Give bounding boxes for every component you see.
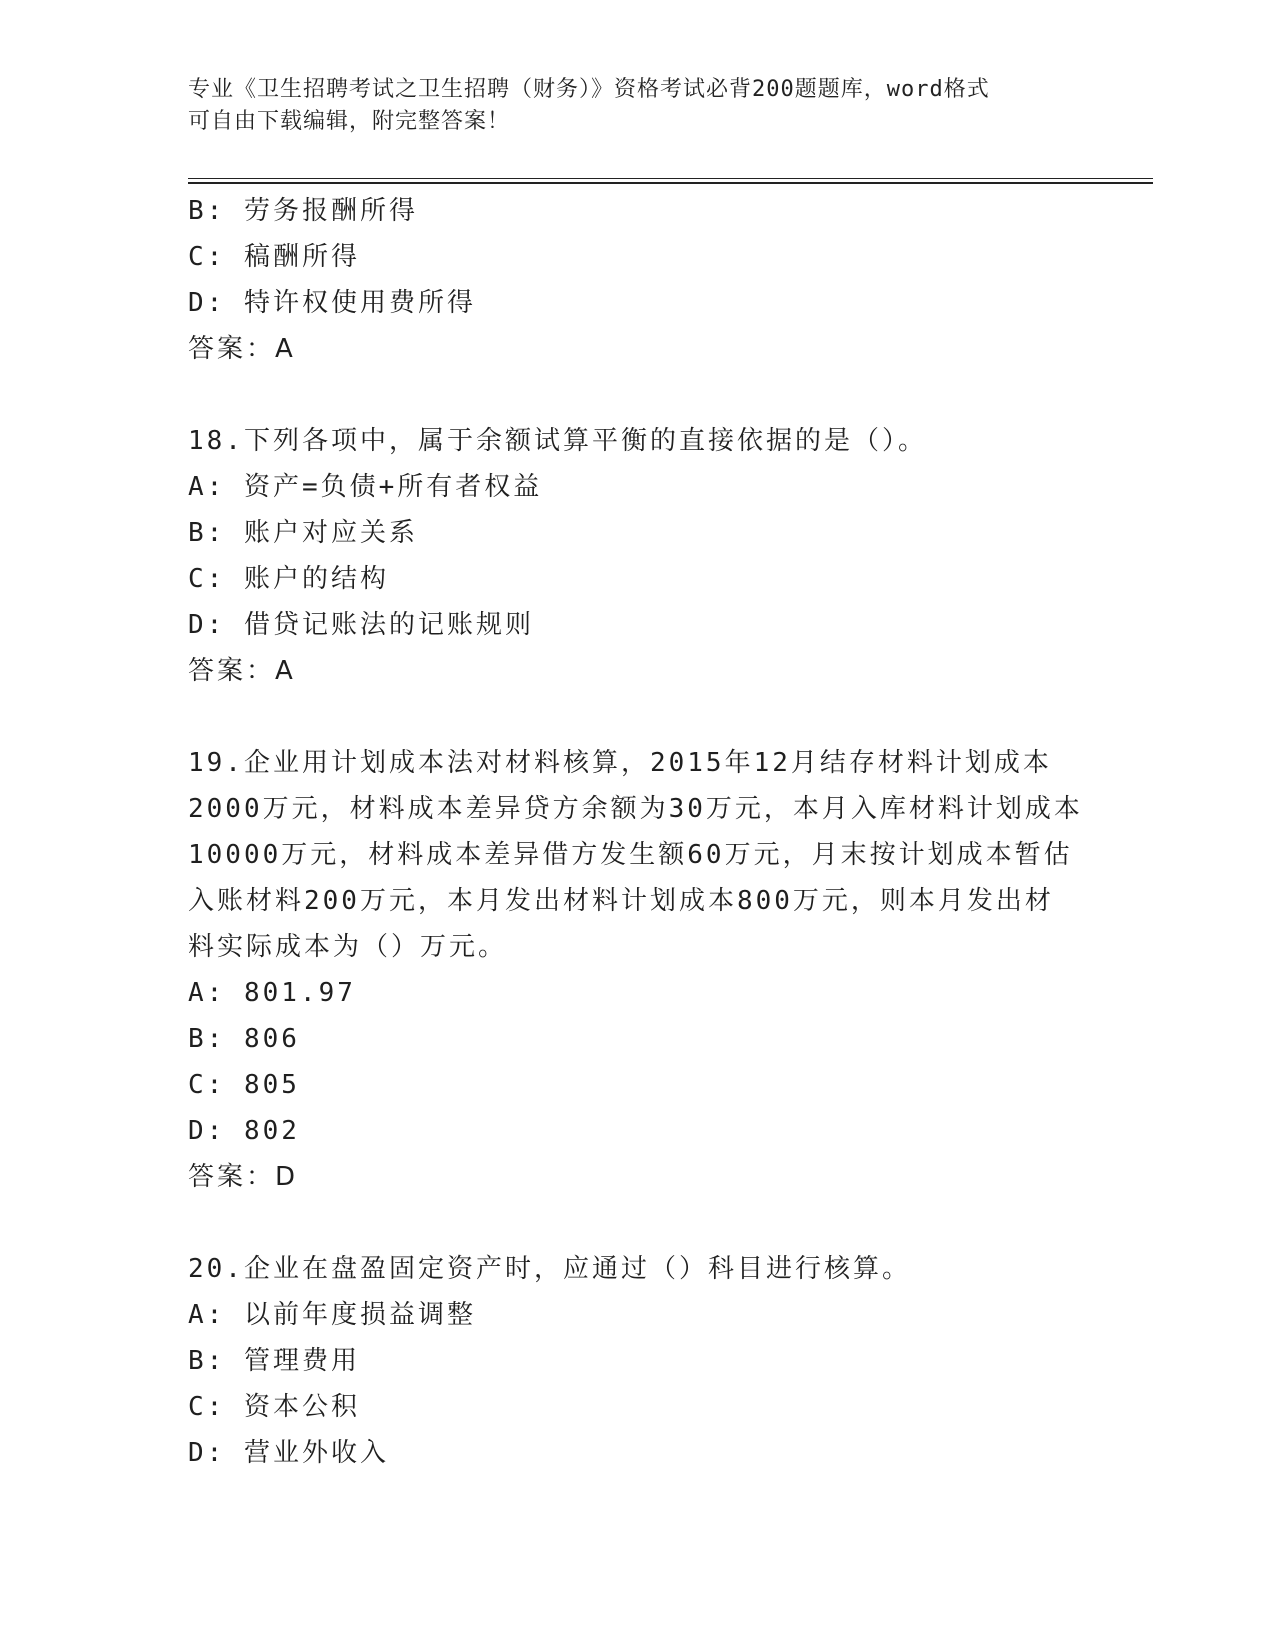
question-18 bbox=[188, 418, 1088, 694]
option-c: C: 稿酬所得 bbox=[188, 242, 360, 272]
question-stem-line-2: 2000万元，材料成本差异贷方余额为30万元，本月入库材料计划成本 bbox=[188, 794, 1083, 824]
option-d: D: 特许权使用费所得 bbox=[188, 288, 476, 318]
option-c: C: 账户的结构 bbox=[188, 564, 389, 594]
option-d: D: 802 bbox=[188, 1116, 300, 1146]
question-stem-line-3: 10000万元，材料成本差异借方发生额60万元，月末按计划成本暂估 bbox=[188, 840, 1073, 870]
question-19 bbox=[188, 740, 1088, 1200]
option-a: A: 资产=负债+所有者权益 bbox=[188, 472, 543, 502]
document-body bbox=[188, 188, 1088, 1476]
spacer bbox=[188, 694, 1088, 740]
option-b: B: 劳务报酬所得 bbox=[188, 196, 418, 226]
answer-line: 答案：A bbox=[188, 656, 296, 686]
option-b: B: 账户对应关系 bbox=[188, 518, 418, 548]
answer-line: 答案：A bbox=[188, 334, 296, 364]
header-title-line-1: 专业《卫生招聘考试之卫生招聘（财务）》资格考试必背200题题库，word格式 bbox=[188, 77, 990, 102]
header-divider-thick bbox=[188, 182, 1153, 184]
question-stem-line-4: 入账材料200万元，本月发出材料计划成本800万元，则本月发出材 bbox=[188, 886, 1054, 916]
option-c: C: 资本公积 bbox=[188, 1392, 360, 1422]
option-d: D: 借贷记账法的记账规则 bbox=[188, 610, 534, 640]
option-c: C: 805 bbox=[188, 1070, 300, 1100]
option-a: A: 801.97 bbox=[188, 978, 356, 1008]
spacer bbox=[188, 372, 1088, 418]
spacer bbox=[188, 1200, 1088, 1246]
option-d: D: 营业外收入 bbox=[188, 1438, 389, 1468]
question-stem: 18.下列各项中，属于余额试算平衡的直接依据的是（）。 bbox=[188, 426, 927, 456]
question-stem-line-5: 料实际成本为（）万元。 bbox=[188, 932, 508, 962]
question-20 bbox=[188, 1246, 1088, 1476]
question-17-continued bbox=[188, 188, 1088, 372]
question-stem-line-1: 19.企业用计划成本法对材料核算，2015年12月结存材料计划成本 bbox=[188, 748, 1052, 778]
answer-line: 答案：D bbox=[188, 1162, 299, 1192]
question-stem: 20.企业在盘盈固定资产时，应通过（）科目进行核算。 bbox=[188, 1254, 911, 1284]
option-b: B: 管理费用 bbox=[188, 1346, 360, 1376]
option-a: A: 以前年度损益调整 bbox=[188, 1300, 476, 1330]
header-title-line-2: 可自由下载编辑，附完整答案！ bbox=[188, 109, 511, 134]
option-b: B: 806 bbox=[188, 1024, 300, 1054]
document-header bbox=[188, 74, 1088, 138]
header-divider-thin bbox=[188, 178, 1153, 179]
